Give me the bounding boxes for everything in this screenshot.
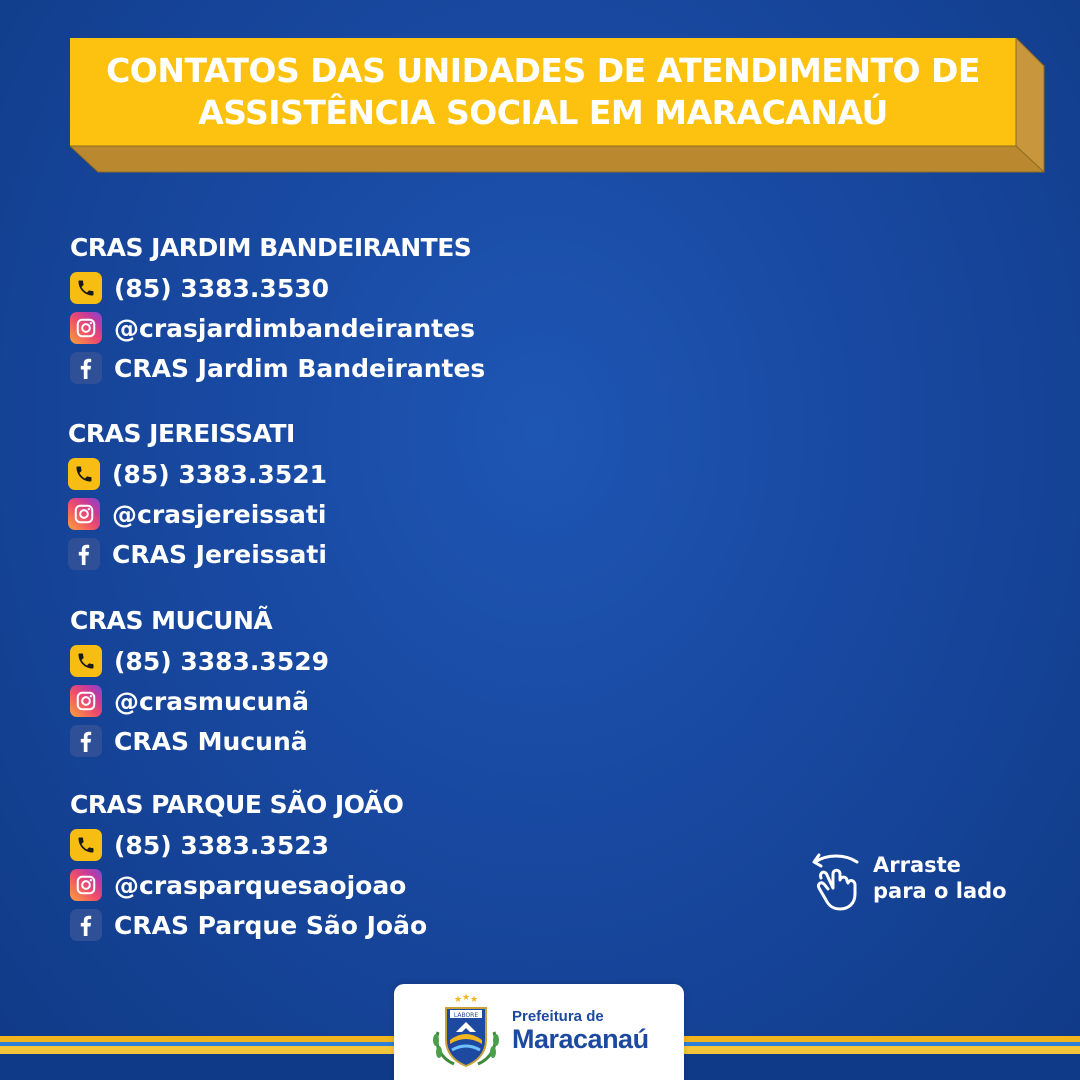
phone-number: (85) 3383.3530 [114,273,330,303]
swipe-line-2: para o lado [873,879,1007,903]
page-title [70,38,1016,146]
instagram-icon [70,685,102,717]
section-title: CRAS JEREISSATI [68,419,295,448]
section-cras-jardim-bandeirantes [70,231,485,391]
instagram-icon [68,498,100,530]
phone-icon [68,458,100,490]
instagram-handle: @crasparquesaojoao [114,870,407,900]
swipe-hint[interactable] [805,850,1045,914]
section-cras-mucuna [70,604,329,764]
phone-row[interactable] [70,828,427,862]
phone-number: (85) 3383.3529 [114,646,330,676]
section-cras-parque-sao-joao [70,788,427,948]
svg-text:★: ★ [470,995,479,1005]
logo-line-1: Prefeitura de [512,1008,604,1025]
section-title: CRAS MUCUNÃ [70,606,273,635]
instagram-row[interactable] [70,868,427,902]
facebook-icon [70,352,102,384]
prefeitura-logo[interactable] [394,984,684,1080]
swipe-hand-icon [805,852,865,912]
facebook-icon [68,538,100,570]
svg-text:★: ★ [462,993,471,1003]
section-title: CRAS PARQUE SÃO JOÃO [70,790,404,819]
phone-icon [70,829,102,861]
swipe-line-1: Arraste [873,853,961,877]
facebook-row[interactable] [70,908,427,942]
phone-icon [70,272,102,304]
instagram-row[interactable] [70,684,329,718]
title-line-1: CONTATOS DAS UNIDADES DE ATENDIMENTO DE [106,51,980,90]
section-cras-jereissati [68,417,327,577]
phone-row[interactable] [68,457,327,491]
phone-row[interactable] [70,271,485,305]
instagram-row[interactable] [68,497,327,531]
instagram-handle: @crasjardimbandeirantes [114,313,475,343]
section-title: CRAS JARDIM BANDEIRANTES [70,233,472,262]
facebook-icon [70,909,102,941]
logo-line-2: Maracanaú [512,1024,649,1054]
facebook-row[interactable] [68,537,327,571]
instagram-handle: @crasjereissati [112,499,327,529]
instagram-icon [70,312,102,344]
instagram-row[interactable] [70,311,485,345]
facebook-page: CRAS Jereissati [112,539,327,569]
crest-text: LABORE [453,1012,479,1019]
title-line-2: ASSISTÊNCIA SOCIAL EM MARACANAÚ [198,93,888,132]
phone-row[interactable] [70,644,329,678]
title-banner [0,0,1080,200]
phone-icon [70,645,102,677]
facebook-row[interactable] [70,724,329,758]
crest-emblem [426,992,506,1074]
swipe-text [873,852,1043,904]
facebook-page: CRAS Mucunã [114,726,308,756]
svg-text:★: ★ [454,995,463,1005]
phone-number: (85) 3383.3523 [114,830,330,860]
facebook-row[interactable] [70,351,485,385]
facebook-page: CRAS Parque São João [114,910,428,940]
facebook-icon [70,725,102,757]
instagram-handle: @crasmucunã [114,686,310,716]
instagram-icon [70,869,102,901]
facebook-page: CRAS Jardim Bandeirantes [114,353,486,383]
phone-number: (85) 3383.3521 [112,459,328,489]
